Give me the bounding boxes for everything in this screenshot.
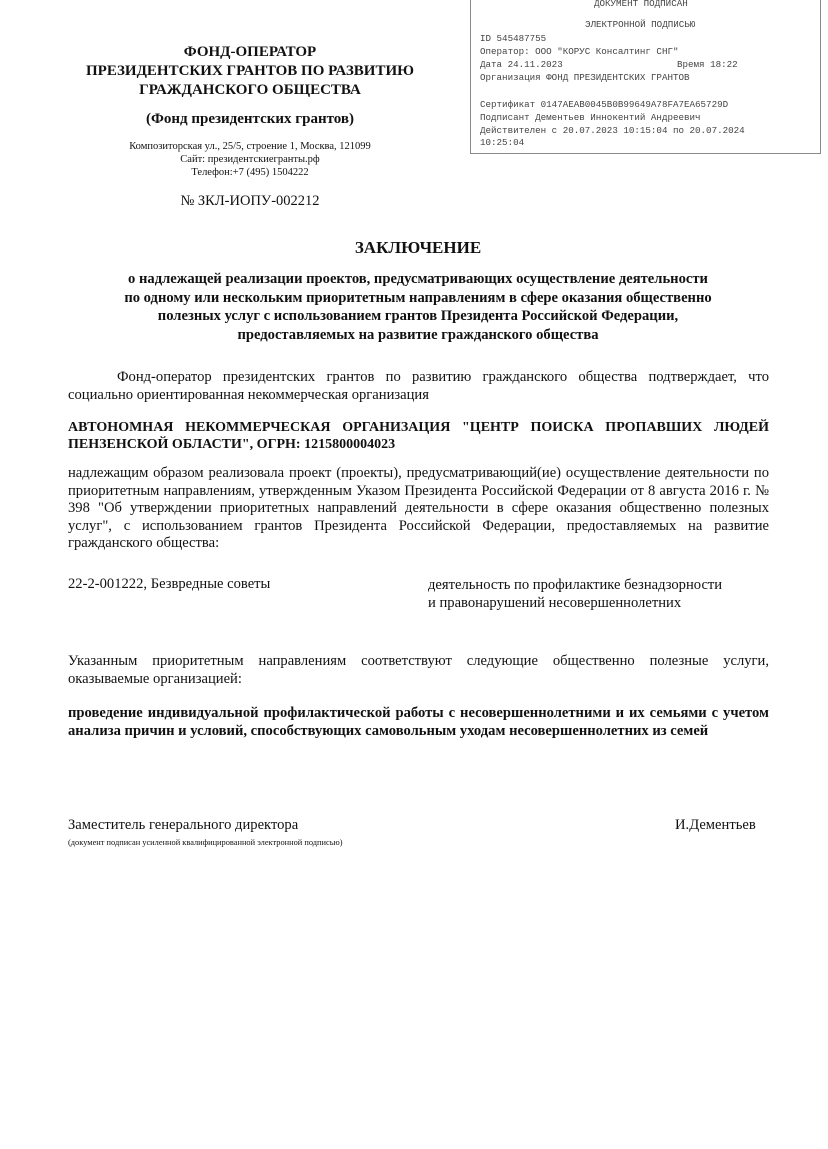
stamp-organization: Организация ФОНД ПРЕЗИДЕНТСКИХ ГРАНТОВ (480, 72, 690, 83)
services-intro-paragraph: Указанным приоритетным направлениям соответствуют следующие общественно полезные услуги, оказываемые организацией: (68, 653, 769, 687)
stamp-operator: Оператор: ООО "КОРУС Консалтинг СНГ" (480, 46, 679, 57)
subtitle-line4: предоставляемых на развитие гражданского общества (237, 326, 599, 343)
document-title: ЗАКЛЮЧЕНИЕ (354, 238, 482, 257)
org-name-line1: ФОНД-ОПЕРАТОР (183, 44, 317, 60)
stamp-header-line1: ДОКУМЕНТ ПОДПИСАН (594, 0, 688, 9)
stamp-valid-line1: Действителен с 20.07.2023 10:15:04 по 20.07.2024 (480, 125, 745, 136)
project-direction-line1: деятельность по профилактике безнадзорности (428, 577, 723, 593)
stamp-id: ID 545487755 (480, 33, 547, 44)
organization-contacts (40, 140, 460, 179)
phone: Телефон:+7 (495) 1504222 (191, 167, 309, 178)
signature-note: (документ подписан усиленной квалифицированной электронной подписью) (68, 838, 343, 847)
main-paragraph: надлежащим образом реализовала проект (проекты), предусматривающий(ие) осуществление деятельности по приоритетным направлениям, утвержденным Указом Президента Российской Федерации от 8 августа 2016 г. № 398 "Об утверждении приоритетных направлений деятельности в сфере оказания общественно полезных услуг", с использованием грантов Президента Российской Федерации, предоставляемых на развитие гражданского общества: (68, 465, 769, 552)
intro-paragraph: Фонд-оператор президентских грантов по развитию гражданского общества подтверждает, что социально ориентированная некоммерческая организация (68, 369, 769, 403)
organization-short-name: (Фонд президентских грантов) (146, 111, 354, 127)
subtitle-line1: о надлежащей реализации проектов, предусматривающих осуществление деятельности (128, 271, 708, 287)
stamp-header-line2: ЭЛЕКТРОННОЙ ПОДПИСЬЮ (585, 19, 696, 30)
subtitle-line3: полезных услуг с использованием грантов Президента Российской Федерации, (157, 308, 679, 324)
document-number: № ЗКЛ-ИОПУ-002212 (180, 193, 320, 209)
address: Композиторская ул., 25/5, строение 1, Москва, 121099 (129, 141, 371, 152)
org-name-line3: ГРАЖДАНСКОГО ОБЩЕСТВА (139, 82, 361, 98)
electronic-signature-stamp (470, 0, 821, 154)
website: Сайт: президентскиегранты.рф (180, 154, 320, 165)
stamp-certificate: Сертификат 0147AEAB0045B0B99649A78FA7EA65729D (480, 99, 729, 110)
services-description: проведение индивидуальной профилактической работы с несовершеннолетними и их семьями с учетом анализа причин и условий, способствующих самовольным уходам несовершеннолетних из семей (68, 705, 769, 739)
project-direction (428, 576, 773, 612)
signer-position: Заместитель генерального директора (68, 817, 299, 833)
stamp-time: Время 18:22 (677, 59, 738, 70)
project-id-name: 22-2-001222, Безвредные советы (68, 576, 271, 592)
subtitle-line2: по одному или нескольким приоритетным направлениям в сфере оказания общественно (124, 289, 712, 306)
project-direction-line2: и правонарушений несовершеннолетних (428, 595, 682, 611)
stamp-date: Дата 24.11.2023 (480, 59, 563, 70)
document-subtitle (70, 270, 766, 344)
stamp-valid-line2: 10:25:04 (480, 137, 525, 148)
recipient-organization: АВТОНОМНАЯ НЕКОММЕРЧЕСКАЯ ОРГАНИЗАЦИЯ "ЦЕНТР ПОИСКА ПРОПАВШИХ ЛЮДЕЙ ПЕНЗЕНСКОЙ ОБЛАСТИ", ОГРН: 1215800004023 (68, 420, 769, 452)
organization-name (40, 43, 460, 100)
signer-name: И.Дементьев (675, 817, 756, 833)
stamp-signer: Подписант Дементьев Иннокентий Андреевич (480, 112, 701, 123)
org-name-line2: ПРЕЗИДЕНТСКИХ ГРАНТОВ ПО РАЗВИТИЮ (85, 63, 414, 79)
